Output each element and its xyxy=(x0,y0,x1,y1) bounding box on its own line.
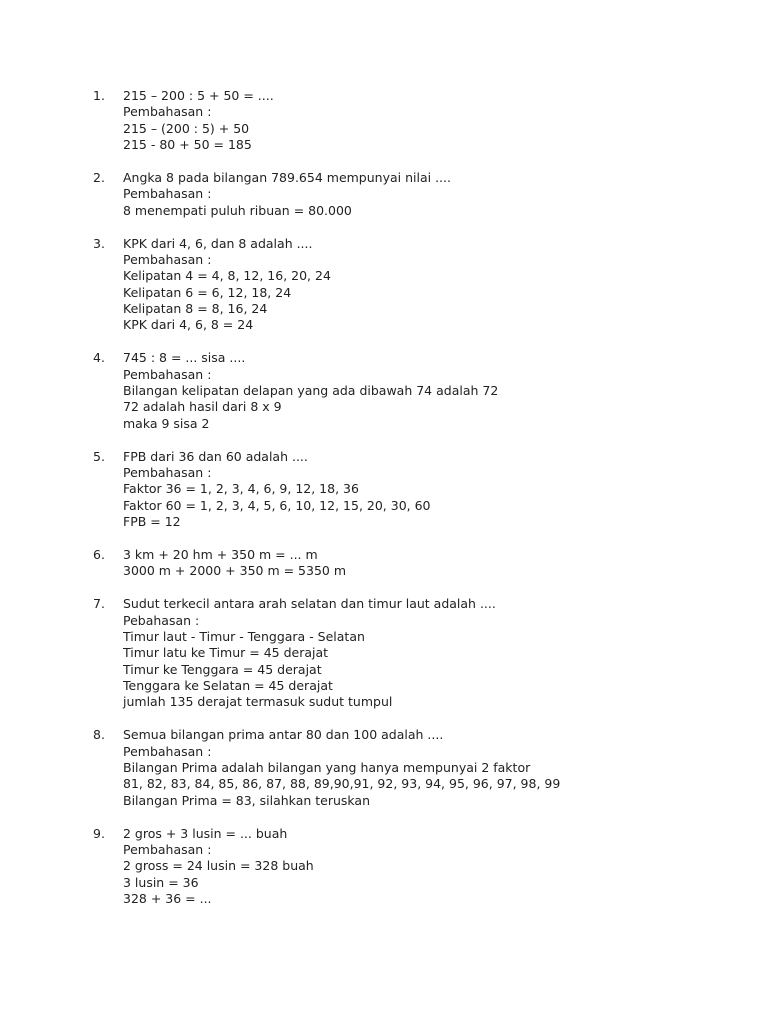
problem-number: 2. xyxy=(93,169,105,185)
explanation-line: 81, 82, 83, 84, 85, 86, 87, 88, 89,90,91, 92, 93, 94, 95, 96, 97, 98, 99 xyxy=(123,776,561,792)
explanation-heading: Pembahasan : xyxy=(123,366,212,382)
problem-item-2 xyxy=(0,170,768,219)
explanation-line: Kelipatan 8 = 8, 16, 24 xyxy=(123,301,268,317)
explanation-line: maka 9 sisa 2 xyxy=(123,415,210,431)
explanation-line: Kelipatan 6 = 6, 12, 18, 24 xyxy=(123,284,292,300)
explanation-line: Faktor 36 = 1, 2, 3, 4, 6, 9, 12, 18, 36 xyxy=(123,481,359,497)
question-text: 3 km + 20 hm + 350 m = ... m xyxy=(123,546,318,562)
explanation-line: 2 gross = 24 lusin = 328 buah xyxy=(123,858,314,874)
problem-lines xyxy=(123,826,768,908)
explanation-line: jumlah 135 derajat termasuk sudut tumpul xyxy=(123,694,393,710)
explanation-heading: Pembahasan : xyxy=(123,743,212,759)
explanation-line: KPK dari 4, 6, 8 = 24 xyxy=(123,317,254,333)
problem-item-6 xyxy=(0,547,768,580)
question-text: 2 gros + 3 lusin = ... buah xyxy=(123,825,288,841)
explanation-line: 72 adalah hasil dari 8 x 9 xyxy=(123,399,282,415)
problem-item-4 xyxy=(0,350,768,432)
explanation-line: 328 + 36 = ... xyxy=(123,891,212,907)
explanation-line: Bilangan Prima = 83, silahkan teruskan xyxy=(123,792,371,808)
problem-number: 7. xyxy=(93,596,105,612)
explanation-heading: Pembahasan : xyxy=(123,186,212,202)
problem-item-7 xyxy=(0,596,768,711)
question-text: Angka 8 pada bilangan 789.654 mempunyai nilai .... xyxy=(123,169,451,185)
problem-lines xyxy=(123,596,768,711)
problem-number: 5. xyxy=(93,448,105,464)
question-text: KPK dari 4, 6, dan 8 adalah .... xyxy=(123,235,313,251)
problem-lines xyxy=(123,170,768,219)
problem-item-1 xyxy=(0,88,768,154)
problem-item-8 xyxy=(0,727,768,809)
problem-number: 3. xyxy=(93,235,105,251)
problem-number: 8. xyxy=(93,727,105,743)
question-text: 215 – 200 : 5 + 50 = .... xyxy=(123,88,274,103)
explanation-line: Bilangan Prima adalah bilangan yang hanya mempunyai 2 faktor xyxy=(123,760,531,776)
problem-number: 1. xyxy=(93,88,105,103)
question-text: Sudut terkecil antara arah selatan dan timur laut adalah .... xyxy=(123,596,496,612)
explanation-heading: Pembahasan : xyxy=(123,251,212,267)
problem-item-9 xyxy=(0,826,768,908)
problem-list xyxy=(0,88,768,924)
explanation-line: 8 menempati puluh ribuan = 80.000 xyxy=(123,202,352,218)
problem-number: 4. xyxy=(93,350,105,366)
question-text: 745 : 8 = ... sisa .... xyxy=(123,350,246,366)
explanation-line: Timur ke Tenggara = 45 derajat xyxy=(123,661,322,677)
explanation-line: Timur latu ke Timur = 45 derajat xyxy=(123,645,329,661)
problem-lines xyxy=(123,350,768,432)
problem-lines xyxy=(123,236,768,334)
explanation-heading: Pembahasan : xyxy=(123,464,212,480)
explanation-line: 215 - 80 + 50 = 185 xyxy=(123,137,252,153)
explanation-line: Faktor 60 = 1, 2, 3, 4, 5, 6, 10, 12, 15, 20, 30, 60 xyxy=(123,497,431,513)
explanation-line: 215 – (200 : 5) + 50 xyxy=(123,120,250,136)
explanation-line: Kelipatan 4 = 4, 8, 12, 16, 20, 24 xyxy=(123,268,331,284)
question-text: Semua bilangan prima antar 80 dan 100 adalah .... xyxy=(123,727,444,743)
question-text: FPB dari 36 dan 60 adalah .... xyxy=(123,448,308,464)
explanation-line: Bilangan kelipatan delapan yang ada dibawah 74 adalah 72 xyxy=(123,383,499,399)
explanation-heading: Pebahasan : xyxy=(123,612,200,628)
problem-lines xyxy=(123,449,768,531)
explanation-line: 3000 m + 2000 + 350 m = 5350 m xyxy=(123,563,347,579)
explanation-line: 3 lusin = 36 xyxy=(123,874,199,890)
explanation-heading: Pembahasan : xyxy=(123,841,212,857)
problem-number: 6. xyxy=(93,546,105,562)
problem-item-3 xyxy=(0,236,768,334)
explanation-line: FPB = 12 xyxy=(123,514,181,530)
problem-number: 9. xyxy=(93,825,105,841)
problem-lines xyxy=(123,547,768,580)
explanation-heading: Pembahasan : xyxy=(123,104,212,120)
problem-lines xyxy=(123,88,768,154)
problem-lines xyxy=(123,727,768,809)
explanation-line: Tenggara ke Selatan = 45 derajat xyxy=(123,678,333,694)
problem-item-5 xyxy=(0,449,768,531)
explanation-line: Timur laut - Timur - Tenggara - Selatan xyxy=(123,628,365,644)
